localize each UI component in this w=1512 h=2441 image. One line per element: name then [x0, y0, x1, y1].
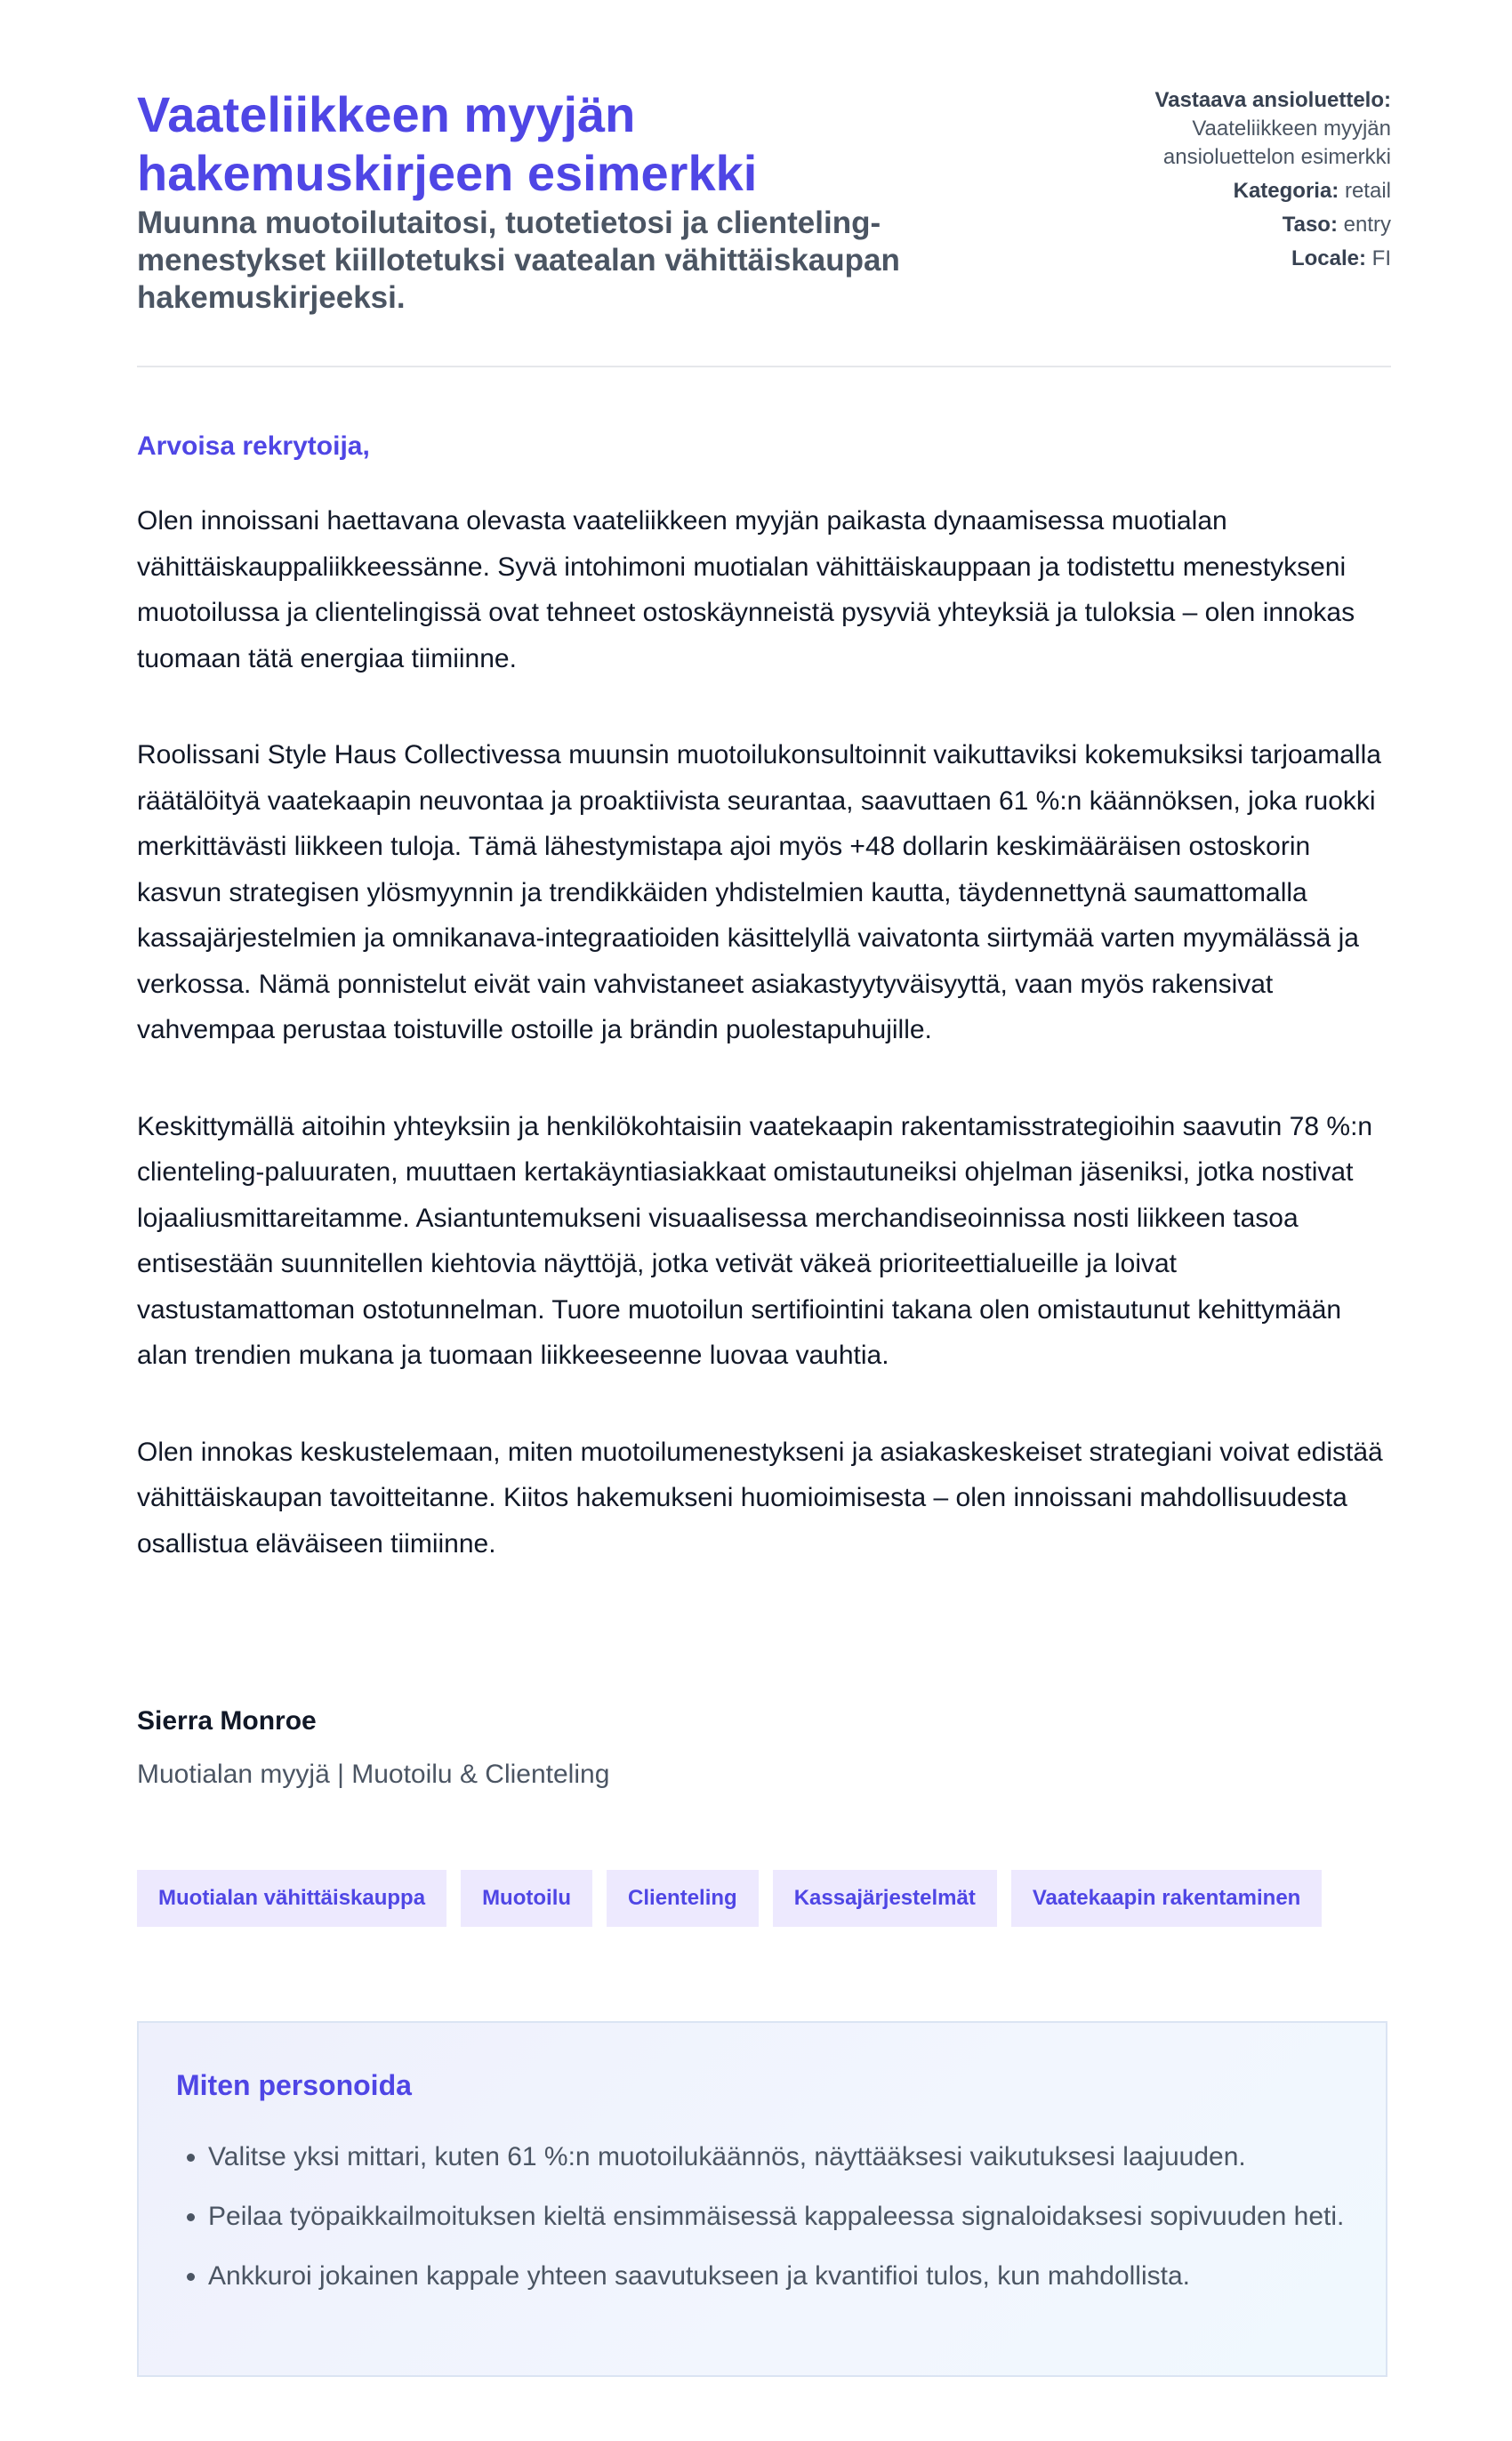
meta-level-value: entry — [1343, 213, 1391, 237]
meta-resume-value: Vaateliikkeen myyjän ansioluettelon esimerkki — [1162, 117, 1391, 169]
letter-paragraph: Olen innokas keskustelemaan, miten muotoilumenestykseni ja asiakaskeskeiset strategiani voivat edistää vähittäiskaupan tavoitteitanne. Kiitos hakemukseni huomioimisesta – olen innoissani mahdollisuudesta osallistua eläväiseen tiimiinne. — [137, 1437, 1383, 1559]
meta-category-value: retail — [1344, 179, 1391, 203]
letter-paragraph: Roolissani Style Haus Collectivessa muunsin muotoilukonsultoinnit vaikuttaviksi kokemuksiksi tarjoamalla räätälöityä vaatekaapin neuvontaa ja proaktiivista seurantaa, saavuttaen 61 %:n käännöksen, joka ruokki merkittävästi liikkeen tuloja. Tämä lähestymistapa ajoi myös +48 dollarin keskimääräisen ostoskorin kasvun strategisen ylösmyynnin ja trendikkäiden yhdistelmien kautta, täydennettynä saumattomalla kassajärjestelmien ja omnikanava-integraatioiden käsittelyllä vaivatonta siirtymää varten myymälässä ja verkossa. Nämä ponnistelut eivät vain vahvistaneet asiakastyytyväisyyttä, vaan myös rakensivat vahvempaa perustaa toistuville ostoille ja brändin puolestapuhujille. — [137, 740, 1381, 1044]
page — [137, 0, 1391, 2291]
meta-category — [1071, 177, 1391, 205]
personalization-tips-box — [137, 2021, 1387, 2377]
skill-tag: Muotialan vähittäiskauppa — [137, 1870, 446, 1927]
letter-paragraph: Keskittymällä aitoihin yhteyksiin ja henkilökohtaisiin vaatekaapin rakentamisstrategioihin saavutin 78 %:n clienteling-paluuraten, muuttaen kertakäyntiasiakkaat omistautuneiksi ohjelman jäseniksi, jotka nostivat lojaaliusmittareitamme. Asiantuntemukseni visuaalisessa merchandiseoinnissa nosti liikkeen tasoa entisestään suunnitellen kiehtovia näyttöjä, jotka vetivät väkeä prioriteettialueille ja loivat vastustamattoman ostotunnelman. Tuore muotoilun sertifiointini takana olen omistautunut kehittymään alan trendien mukana ja tuomaan liikkeeseenne luovaa vauhtia. — [137, 1111, 1373, 1370]
skill-tag: Clienteling — [607, 1870, 759, 1927]
letter-salutation: Arvoisa rekrytoija, — [137, 431, 370, 461]
skill-tag: Kassajärjestelmät — [773, 1870, 997, 1927]
tips-title: Miten personoida — [176, 2069, 412, 2101]
meta-locale — [1071, 245, 1391, 273]
meta-panel — [1071, 86, 1391, 278]
meta-category-label: Kategoria: — [1233, 179, 1339, 203]
skill-tag: Muotoilu — [461, 1870, 592, 1927]
meta-level-label: Taso: — [1282, 213, 1338, 237]
document-header — [137, 0, 1391, 367]
tip-item: • Valitse yksi mittari, kuten 61 %:n muotoilukäännös, näyttääksesi vaikutuksesi laajuuden. — [208, 2134, 1350, 2179]
skill-tags — [137, 1870, 1322, 1927]
tips-list — [176, 2134, 1350, 2313]
skill-tag: Vaatekaapin rakentaminen — [1011, 1870, 1322, 1927]
meta-resume-label: Vastaava ansioluettelo: — [1154, 88, 1391, 112]
page-title: Vaateliikkeen myyjän hakemuskirjeen esimerkki — [137, 86, 758, 201]
signature-name: Sierra Monroe — [137, 1706, 317, 1736]
signature-title: Muotialan myyjä | Muotoilu & Clienteling — [137, 1760, 610, 1789]
meta-level — [1071, 211, 1391, 239]
letter-body — [137, 498, 1391, 1617]
page-subtitle: Muunna muotoilutaitosi, tuotetietosi ja clienteling-menestykset kiillotetuksi vaatealan vähittäiskaupan hakemuskirjeeksi. — [137, 205, 900, 315]
meta-locale-value: FI — [1371, 246, 1391, 270]
meta-related-resume — [1071, 86, 1391, 172]
letter-paragraph: Olen innoissani haettavana olevasta vaateliikkeen myyjän paikasta dynaamisessa muotialan vähittäiskauppaliikkeessänne. Syvä intohimoni muotialan vähittäiskauppaan ja todistettu menestykseni muotoilussa ja clientelingissä ovat tehneet ostoskäynneistä pysyviä yhteyksiä ja tuloksia – olen innokas tuomaan tätä energiaa tiimiinne. — [137, 506, 1355, 673]
meta-locale-label: Locale: — [1291, 246, 1366, 270]
tip-item: • Peilaa työpaikkailmoituksen kieltä ensimmäisessä kappaleessa signaloidaksesi sopivuuden heti. — [208, 2194, 1350, 2239]
title-block — [137, 85, 991, 317]
tip-item: • Ankkuroi jokainen kappale yhteen saavutukseen ja kvantifioi tulos, kun mahdollista. — [208, 2253, 1350, 2299]
